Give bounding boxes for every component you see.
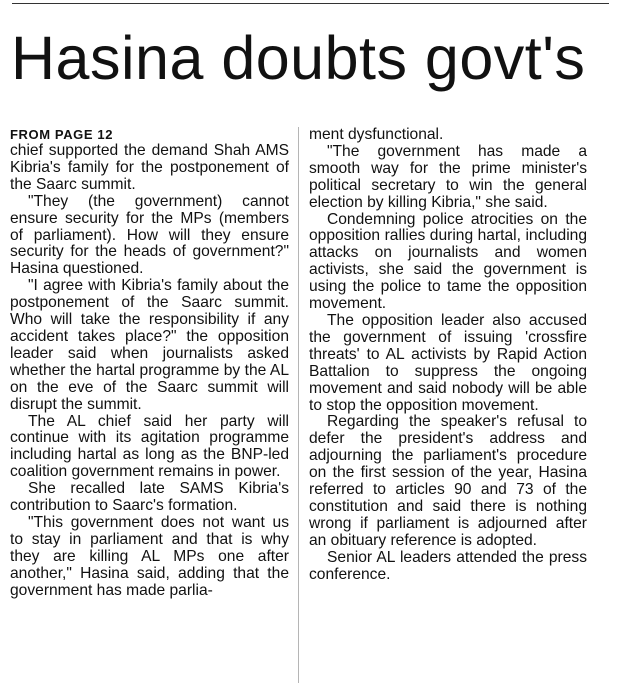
paragraph: "This government does not want us to stay in parliament and that is why they are killing AL MPs one after another," Hasina said, adding that the government has made parlia- xyxy=(10,513,289,599)
paragraph: She recalled late SAMS Kibria's contribution to Saarc's formation. xyxy=(10,480,289,515)
article-column-right xyxy=(309,127,587,583)
paragraph: Senior AL leaders attended the press conference. xyxy=(309,548,587,583)
paragraph: "I agree with Kibria's family about the postponement of the Saarc summit. Who will take the responsibility if any accident takes place?" the opposition leader said when journalists asked whether the hartal programme by the AL on the eve of the Saarc summit will disrupt the summit. xyxy=(10,277,289,413)
headline: Hasina doubts govt's xyxy=(11,24,586,92)
paragraph: "The government has made a smooth way for the prime minister's political secretary to win the general election by killing Kibria," she said. xyxy=(309,142,587,211)
paragraph: The opposition leader also accused the government of issuing 'crossfire threats' to AL activists by Rapid Action Battalion to suppress the ongoing movement and said nobody will be able to stop the opposition movement. xyxy=(309,311,587,414)
dateline: FROM PAGE 12 xyxy=(10,127,114,142)
paragraph: Condemning police atrocities on the opposition rallies during hartal, including attacks on journalists and women activists, she said the government is using the police to tame the opposition movement. xyxy=(309,210,587,313)
top-rule xyxy=(12,3,609,4)
paragraph: ment dysfunctional. xyxy=(309,126,444,143)
article-column-left xyxy=(10,127,289,599)
paragraph: chief supported the demand Shah AMS Kibria's family for the postponement of the Saarc summit. xyxy=(10,142,289,193)
paragraph: The AL chief said her party will continue with its agitation programme including hartal as long as the BNP-led coalition government remains in power. xyxy=(10,412,289,481)
paragraph: "They (the government) cannot ensure security for the MPs (members of parliament). How will they ensure security for the heads of government?" Hasina questioned. xyxy=(10,192,289,278)
paragraph: Regarding the speaker's refusal to defer the president's address and adjourning the parliament's procedure on the first session of the year, Hasina referred to articles 90 and 73 of the constitution and said there is nothing wrong if parliament is adjourned after an obituary reference is adopted. xyxy=(309,413,587,549)
column-divider xyxy=(298,127,299,683)
